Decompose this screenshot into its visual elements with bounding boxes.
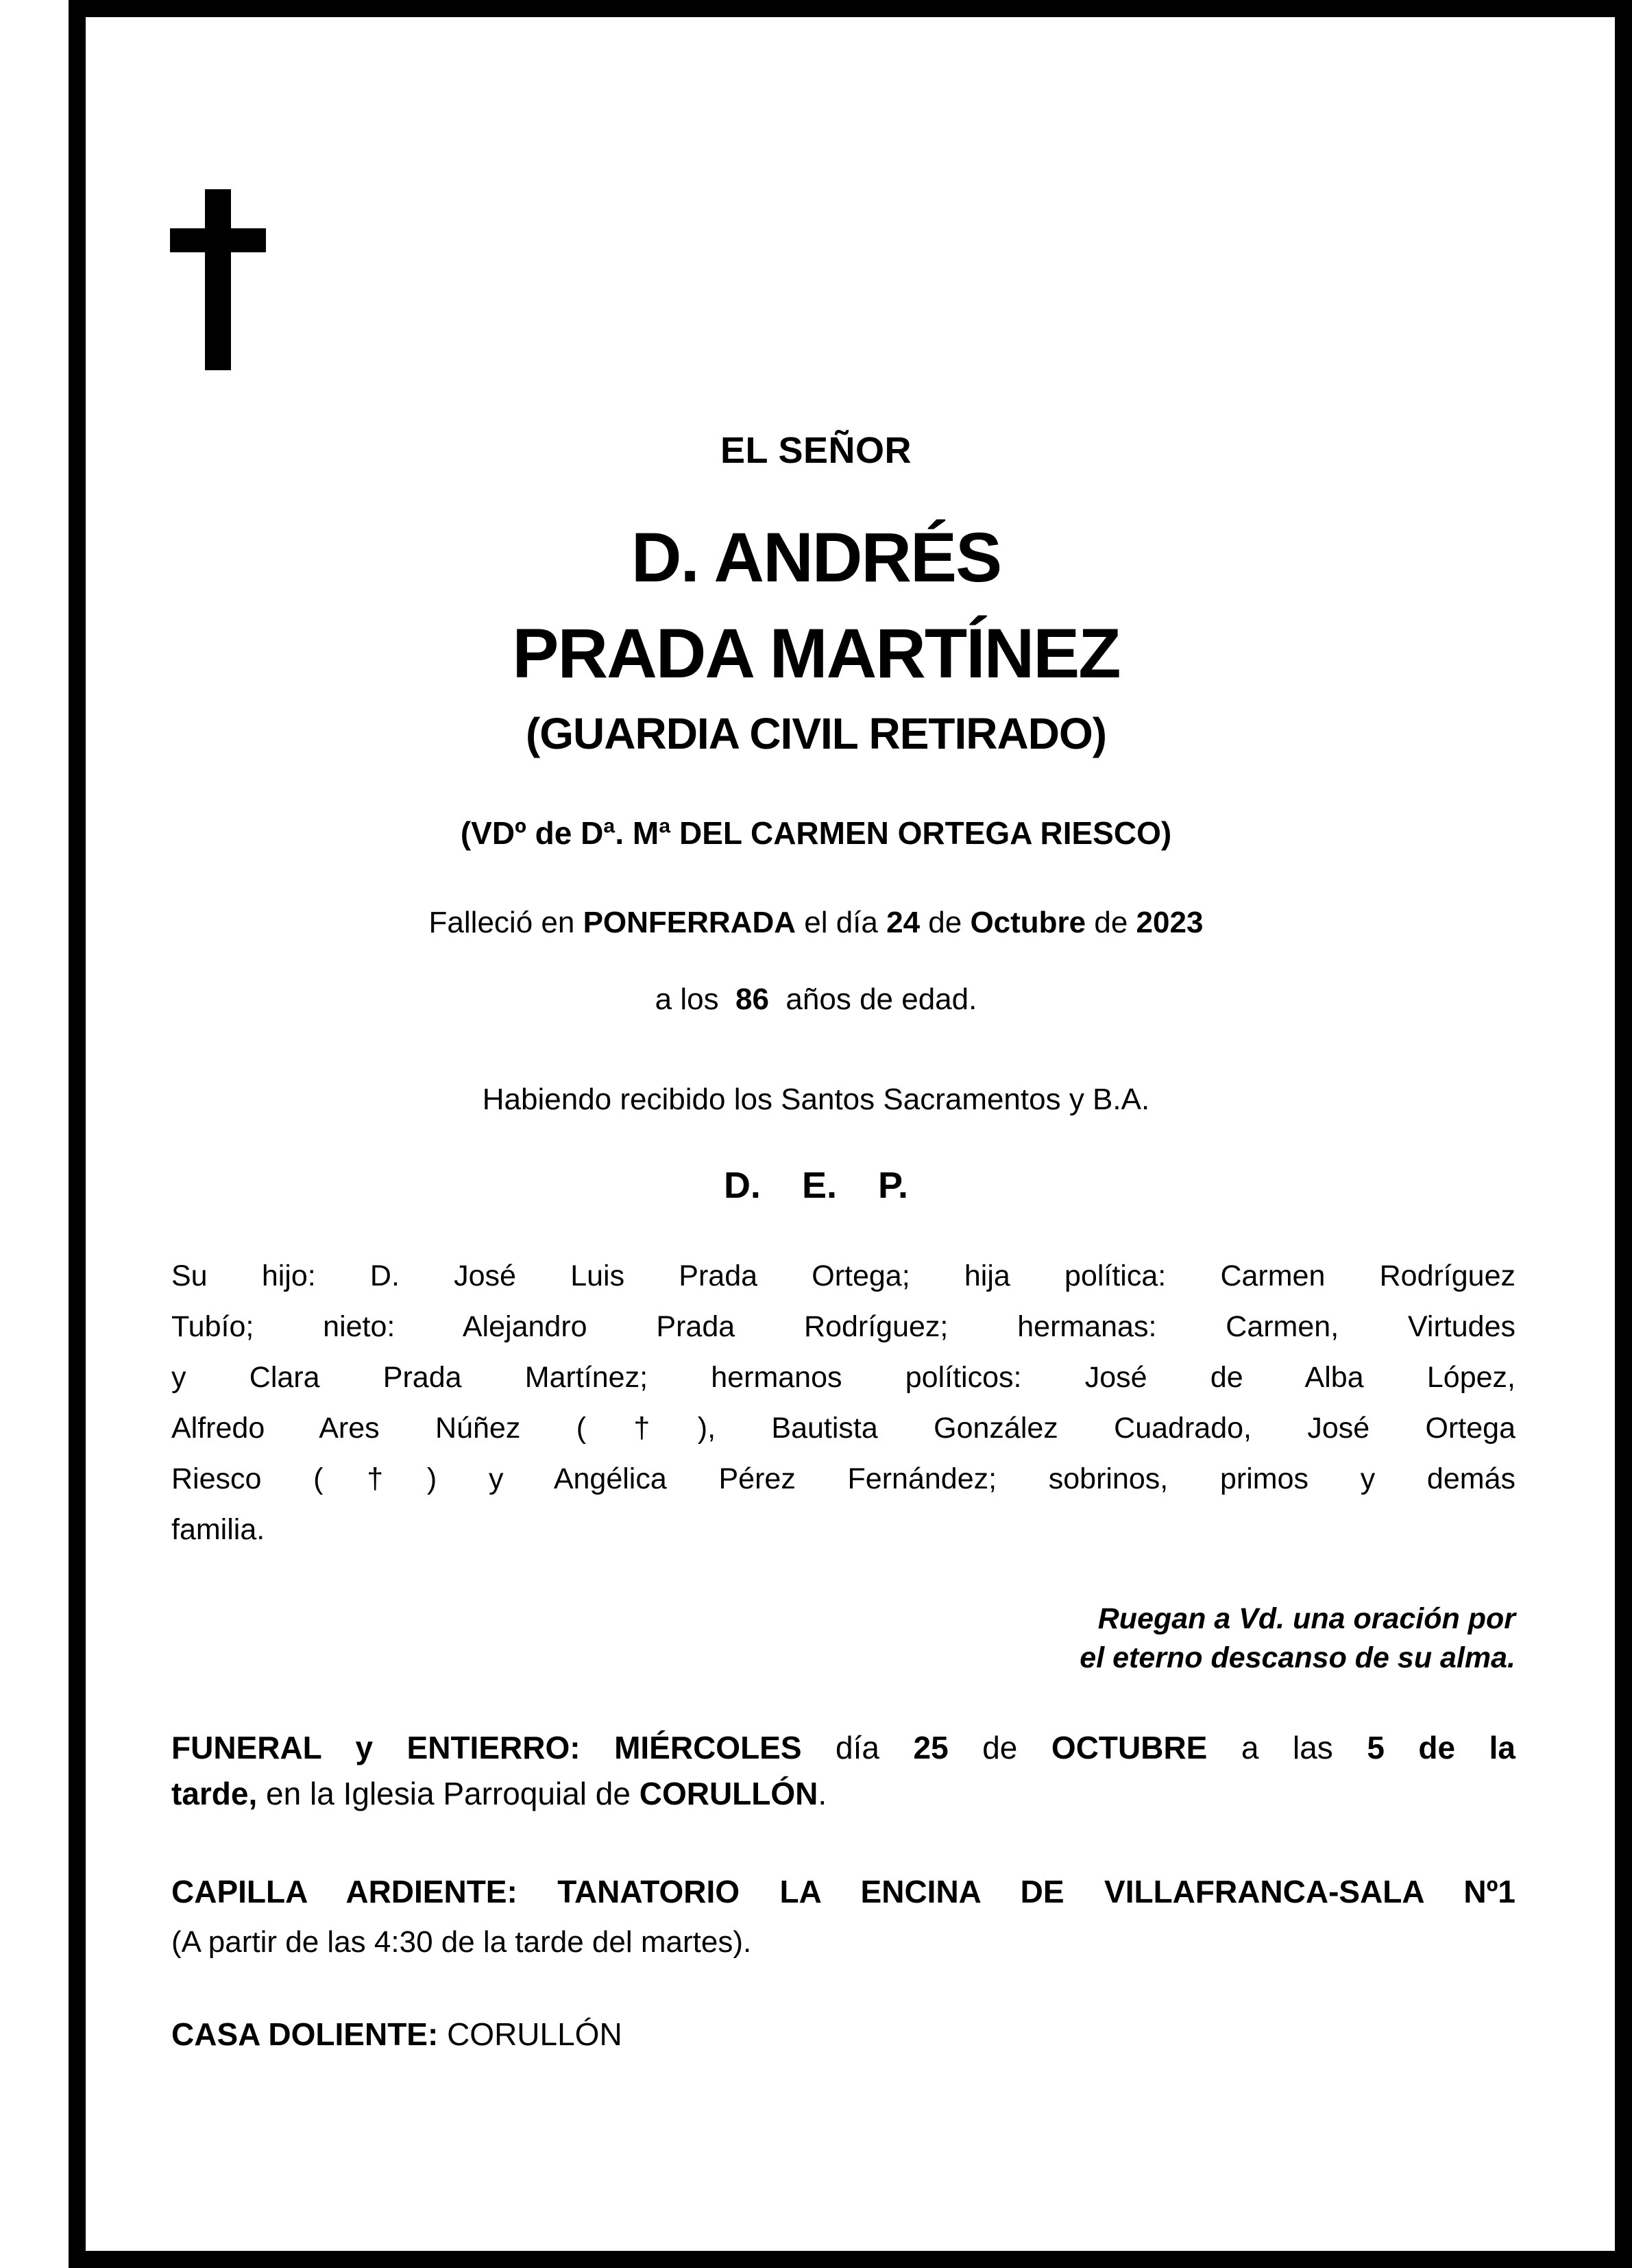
family-line: y Clara Prada Martínez; hermanos políticos: José de Alba López, [171, 1361, 1515, 1394]
cross-vertical-bar [205, 189, 231, 370]
text-run: Falleció en [428, 906, 583, 939]
text-run: en la Iglesia Parroquial de [257, 1776, 640, 1811]
text-run: 2023 [1136, 906, 1204, 939]
text-run: 86 [735, 982, 769, 1016]
text-run: PONFERRADA [583, 906, 796, 939]
text-run: 25 [913, 1730, 949, 1765]
dep-line: D. E. P. [723, 1165, 909, 1206]
funeral-block [171, 1725, 1515, 1817]
deceased-name-line2: PRADA MARTÍNEZ [512, 614, 1120, 692]
text-run: tarde, [171, 1776, 258, 1811]
text-run: CASA DOLIENTE: [171, 2016, 439, 2052]
capilla-ardiente-block [171, 1867, 1515, 1967]
deceased-name-line1: D. ANDRÉS [631, 518, 1001, 596]
text-run: Octubre [970, 906, 1086, 939]
prayer-line2: el eterno descanso de su alma. [1080, 1641, 1515, 1674]
text-run: OCTUBRE [1051, 1730, 1208, 1765]
prayer-line1: Ruegan a Vd. una oración por [1097, 1602, 1515, 1635]
funeral-line2 [171, 1771, 1515, 1817]
honorific-line: EL SEÑOR [720, 430, 912, 471]
text-run: años de edad. [768, 982, 977, 1016]
text-run: 24 [886, 906, 921, 939]
prayer-block [1080, 1600, 1515, 1678]
text-run: de [920, 906, 971, 939]
family-line: Alfredo Ares Núñez (†), Bautista González Cuadrado, José Ortega [171, 1412, 1515, 1445]
cross-horizontal-bar [170, 228, 266, 252]
family-paragraph [171, 1251, 1515, 1555]
text-run: de [1086, 906, 1136, 939]
text-run: de [948, 1730, 1051, 1765]
latin-cross-icon [170, 189, 266, 370]
text-run: el día [796, 906, 887, 939]
family-line: Riesco (†) y Angélica Pérez Fernández; sobrinos, primos y demás [171, 1462, 1515, 1495]
profession-line: (GUARDIA CIVIL RETIRADO) [525, 709, 1107, 758]
text-run: CORULLÓN [438, 2016, 622, 2052]
family-line: Su hijo: D. José Luis Prada Ortega; hija política: Carmen Rodríguez [171, 1259, 1515, 1292]
capilla-line2: (A partir de las 4:30 de la tarde del martes). [171, 1925, 752, 1959]
age-line [0, 982, 1632, 1016]
casa-doliente-line [171, 2016, 1515, 2053]
funeral-line1 [171, 1725, 1515, 1771]
text-run: 5 de la [1367, 1730, 1515, 1765]
capilla-line1: CAPILLA ARDIENTE: TANATORIO LA ENCINA DE VILLAFRANCA-SALA Nº1 [171, 1874, 1515, 1909]
text-run: FUNERAL y ENTIERRO: MIÉRCOLES [171, 1730, 802, 1765]
text-run: CORULLÓN [639, 1776, 818, 1811]
text-run: a los [655, 982, 736, 1016]
text-run: a las [1207, 1730, 1367, 1765]
death-place-date-line [0, 908, 1632, 938]
text-run: . [818, 1776, 827, 1811]
text-run: día [801, 1730, 914, 1765]
family-line: familia. [171, 1513, 265, 1546]
sacraments-line: Habiendo recibido los Santos Sacramentos y B.A. [482, 1083, 1150, 1116]
widower-of-line: (VDº de Dª. Mª DEL CARMEN ORTEGA RIESCO) [460, 815, 1172, 851]
family-line: Tubío; nieto: Alejandro Prada Rodríguez; hermanas: Carmen, Virtudes [171, 1310, 1515, 1343]
